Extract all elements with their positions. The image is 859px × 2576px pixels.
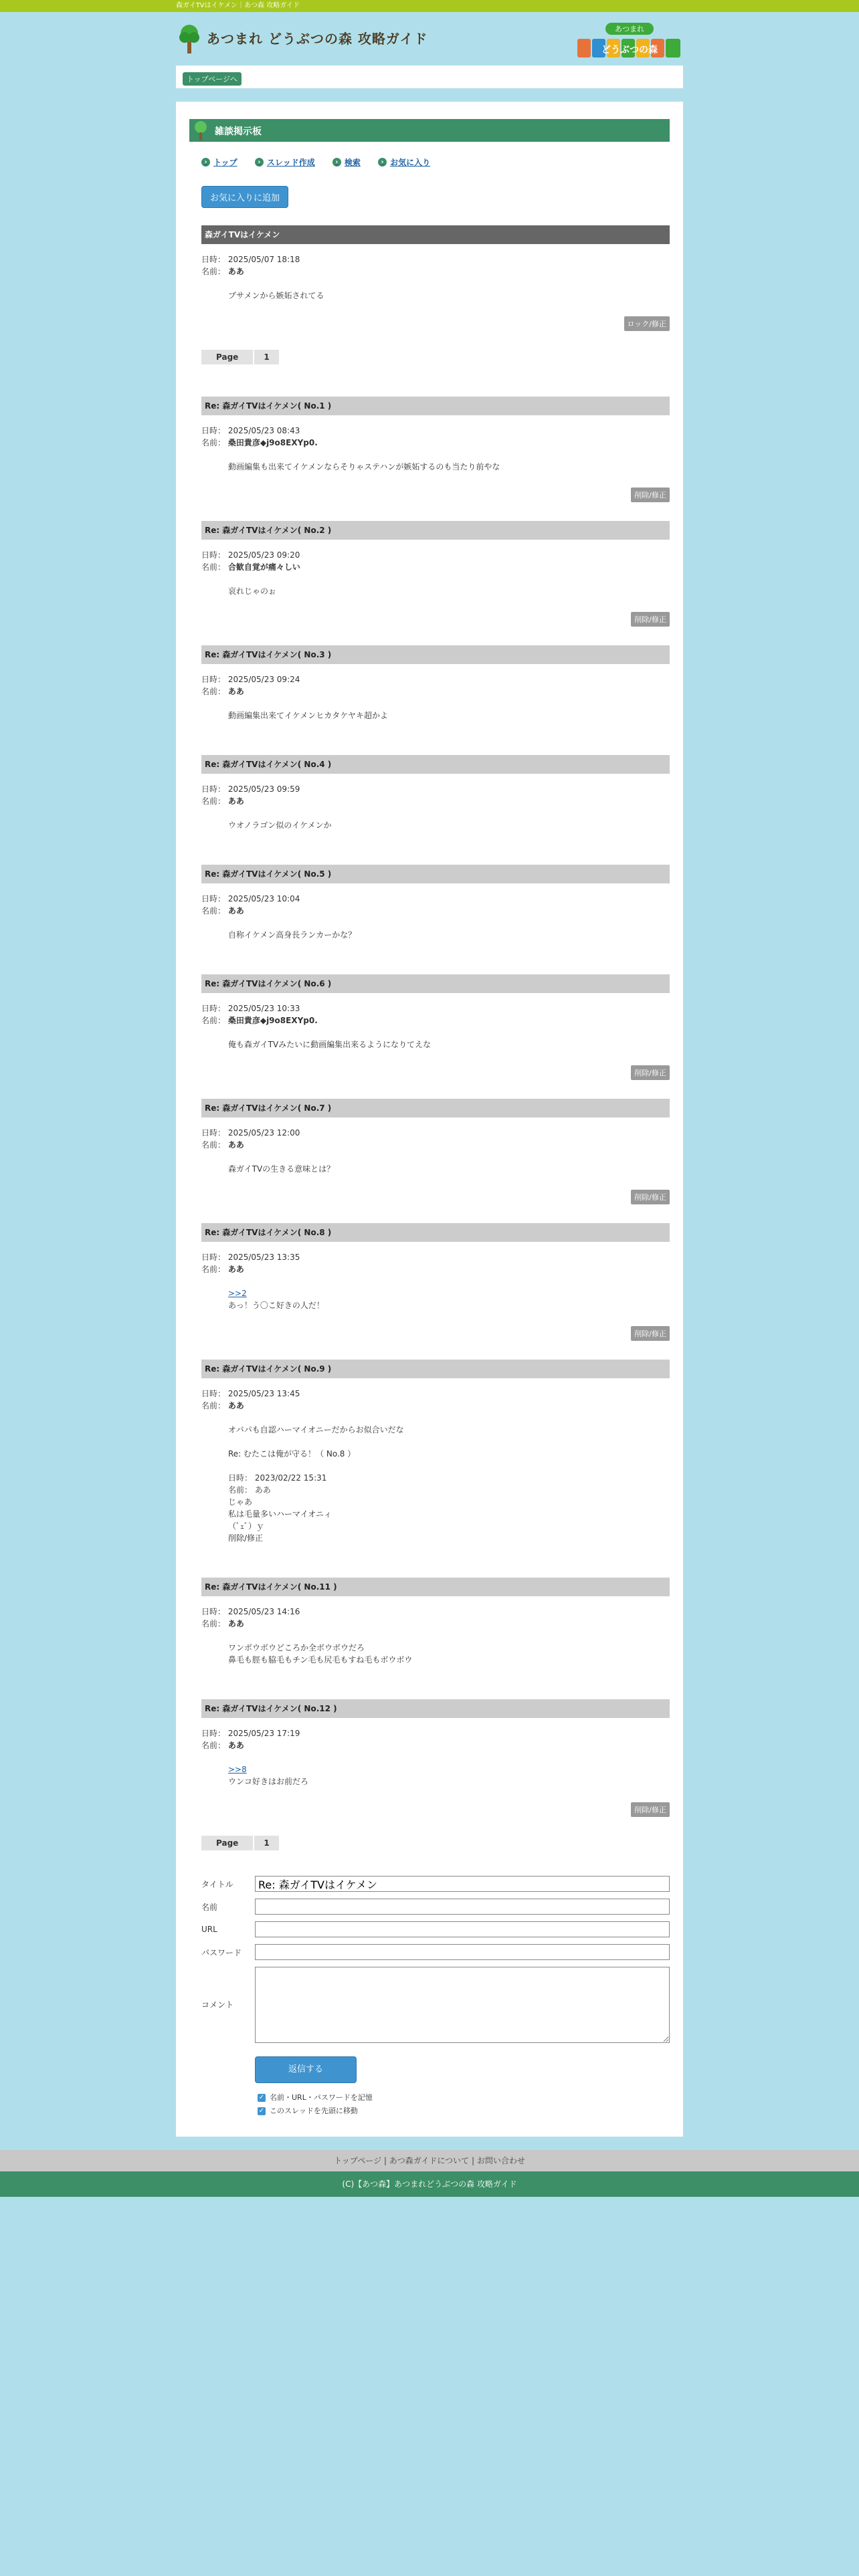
thread-title: 森ガイTVはイケメン	[201, 225, 670, 244]
post-body: 動画編集も出来てイケメンならそりゃステハンが嫉妬するのも当たり前やな	[228, 462, 500, 471]
breadcrumb	[176, 66, 683, 88]
reply-post	[201, 1099, 670, 1204]
post-author: 名前： ああ	[201, 1265, 244, 1274]
url-input[interactable]	[255, 1921, 670, 1937]
post-author: 名前： ああ	[201, 796, 244, 806]
post-author: 名前： ああ	[201, 1401, 244, 1410]
checkbox-checked-icon[interactable]: ✓	[258, 2094, 265, 2101]
post-author: 名前： 桑田貴彦◆j9o8EXYp0.	[201, 1016, 318, 1025]
reply-form	[201, 1876, 670, 2118]
post-date: 日時： 2025/05/23 13:35	[201, 1253, 300, 1262]
post-date: 日時： 2025/05/23 10:04	[201, 894, 300, 903]
post-author: 名前： ああ	[201, 267, 244, 276]
post-author: 名前： 桑田貴彦◆j9o8EXYp0.	[201, 438, 318, 447]
password-label: パスワード	[201, 1947, 242, 1957]
delete-edit-button[interactable]: 削除/修正	[631, 612, 670, 627]
post-date: 日時： 2025/05/07 18:18	[201, 255, 300, 264]
post-body: ワンボウボウどころか全ボウボウだろ 鼻毛も脛も脇毛もチン毛も尻毛もすね毛もボウボウ	[228, 1643, 413, 1665]
post-body: 哀れじゃのぉ	[228, 586, 276, 596]
post-date: 日時： 2025/05/23 13:45	[201, 1389, 300, 1398]
reply-title: Re: 森ガイTVはイケメン( No.4 )	[201, 755, 670, 774]
delete-edit-button[interactable]: 削除/修正	[631, 488, 670, 502]
reply-list	[176, 397, 683, 1817]
tree-icon	[193, 120, 208, 142]
nav-top-link[interactable]: › トップ	[201, 156, 237, 168]
password-input[interactable]	[255, 1944, 670, 1960]
comment-label: コメント	[201, 2000, 234, 2010]
reply-title: Re: 森ガイTVはイケメン( No.7 )	[201, 1099, 670, 1117]
post-body: ブサメンから嫉妬されてる	[228, 291, 324, 300]
delete-edit-button[interactable]: 削除/修正	[631, 1190, 670, 1204]
reply-post	[201, 1578, 670, 1666]
post-date: 日時： 2025/05/23 17:19	[201, 1729, 300, 1738]
page-label: Page	[201, 350, 253, 364]
svg-text:あつまれ: あつまれ	[615, 25, 644, 33]
reply-title: Re: 森ガイTVはイケメン( No.5 )	[201, 865, 670, 883]
post-date: 日時： 2025/05/23 09:24	[201, 675, 300, 684]
reply-post	[201, 974, 670, 1080]
post-date: 日時： 2025/05/23 14:16	[201, 1607, 300, 1616]
top-bar-text: 森ガイTVはイケメン｜あつ森 攻略ガイド	[176, 2, 300, 9]
board-header	[189, 119, 670, 142]
footer-copyright: (C)【あつ森】あつまれどうぶつの森 攻略ガイド	[0, 2171, 859, 2197]
reply-anchor-link[interactable]: >>8	[228, 1765, 247, 1774]
pager-top	[201, 350, 683, 366]
reply-anchor-link[interactable]: >>2	[228, 1289, 247, 1298]
footer-links[interactable]: トップページ | あつ森ガイドについて | お問い合わせ	[0, 2150, 859, 2171]
post-date: 日時： 2025/05/23 08:43	[201, 426, 300, 435]
post-author: 名前： ああ	[201, 1140, 244, 1150]
post-author: 名前： ああ	[201, 687, 244, 696]
post-author: 名前： ああ	[201, 1619, 244, 1628]
post-body: 自称イケメン高身長ランカーかな？	[228, 930, 357, 940]
nav-create-thread-link[interactable]: › スレッド作成	[255, 156, 315, 168]
reply-title: Re: 森ガイTVはイケメン( No.12 )	[201, 1699, 670, 1718]
arrow-circle-icon: ›	[332, 158, 341, 167]
arrow-circle-icon: ›	[255, 158, 264, 167]
post-date: 日時： 2025/05/23 12:00	[201, 1128, 300, 1138]
reply-title: Re: 森ガイTVはイケメン( No.1 )	[201, 397, 670, 415]
post-author: 名前： ああ	[201, 906, 244, 916]
post-author: 名前： ああ	[201, 1741, 244, 1750]
site-title[interactable]: あつまれ どうぶつの森 攻略ガイド	[207, 31, 428, 47]
reply-post	[201, 755, 670, 831]
post-date: 日時： 2025/05/23 09:59	[201, 784, 300, 794]
delete-edit-button[interactable]: 削除/修正	[631, 1065, 670, 1080]
nav-search-link[interactable]: › 検索	[332, 156, 361, 168]
nav-favorites-link[interactable]: › お気に入り	[378, 156, 430, 168]
reply-title: Re: 森ガイTVはイケメン( No.6 )	[201, 974, 670, 993]
tree-icon	[179, 24, 200, 55]
reply-title: Re: 森ガイTVはイケメン( No.9 )	[201, 1360, 670, 1378]
thread-post	[201, 225, 670, 331]
delete-edit-button[interactable]: 削除/修正	[631, 1326, 670, 1341]
name-input[interactable]	[255, 1899, 670, 1915]
reply-post	[201, 1699, 670, 1817]
reply-post	[201, 645, 670, 722]
post-body: >>2 あっ！う〇こ好きの人だ！	[228, 1289, 324, 1310]
reply-title: Re: 森ガイTVはイケメン( No.3 )	[201, 645, 670, 664]
post-date: 日時： 2025/05/23 10:33	[201, 1004, 300, 1013]
title-label: タイトル	[201, 1879, 233, 1889]
arrow-circle-icon: ›	[378, 158, 387, 167]
checkbox-checked-icon[interactable]: ✓	[258, 2107, 265, 2115]
post-body: 俺も森ガイTVみたいに動画編集出来るようになりてえな	[228, 1040, 432, 1049]
site-header	[176, 12, 683, 66]
post-author: 名前： 合歓自覚が痛々しい	[201, 562, 300, 572]
svg-text:どうぶつの森: どうぶつの森	[601, 45, 658, 56]
post-body: >>8 ウンコ好きはお前だろ	[228, 1765, 309, 1786]
submit-button[interactable]: 返信する	[255, 2056, 357, 2083]
main-content	[176, 102, 683, 2137]
comment-textarea[interactable]	[255, 1967, 670, 2043]
reply-title: Re: 森ガイTVはイケメン( No.11 )	[201, 1578, 670, 1596]
name-label: 名前	[201, 1902, 218, 1912]
post-body: 動画編集出来てイケメンヒカタケヤキ超かよ	[228, 711, 389, 720]
reply-title: Re: 森ガイTVはイケメン( No.8 )	[201, 1223, 670, 1242]
top-page-link[interactable]: トップページへ	[183, 72, 242, 86]
page-number-link[interactable]: 1	[254, 350, 278, 364]
thread-nav	[201, 156, 658, 169]
board-title: 雑談掲示板	[215, 126, 262, 137]
reply-post	[201, 865, 670, 941]
add-favorite-button[interactable]: お気に入りに追加	[201, 186, 288, 208]
remember-checkbox-row[interactable]: ✓ 名前・URL・パスワードを記憶	[258, 2093, 373, 2102]
post-date: 日時： 2025/05/23 09:20	[201, 550, 300, 560]
pager-bottom	[201, 1836, 683, 1852]
game-logo[interactable]	[576, 21, 683, 62]
reply-post	[201, 1360, 670, 1544]
page-number-link[interactable]: 1	[254, 1836, 278, 1850]
post-body: ウオノラゴン似のイケメンか	[228, 821, 332, 830]
page-label: Page	[201, 1836, 253, 1850]
arrow-circle-icon: ›	[201, 158, 210, 167]
reply-title: Re: 森ガイTVはイケメン( No.2 )	[201, 521, 670, 540]
top-bar	[0, 0, 859, 12]
title-input[interactable]	[255, 1876, 670, 1892]
post-body: 森ガイTVの生きる意味とは？	[228, 1164, 335, 1174]
post-body: オバパも自認ハーマイオニーだからお似合いだな Re: むたこは俺が守る！（ No.8 ） 日時： 2023/02/22 15:31 名前： ああ じゃあ 私は毛量多いハーマイオニィ （ﾟｪﾟ）ｙ 削除/修正	[228, 1425, 404, 1543]
url-label: URL	[201, 1925, 217, 1934]
reply-post	[201, 521, 670, 627]
reply-post	[201, 1223, 670, 1341]
move-top-checkbox-row[interactable]: ✓ このスレッドを先頭に移動	[258, 2107, 358, 2115]
delete-edit-button[interactable]: 削除/修正	[631, 1802, 670, 1817]
lock-edit-button[interactable]: ロック/修正	[624, 316, 670, 331]
reply-post	[201, 397, 670, 502]
